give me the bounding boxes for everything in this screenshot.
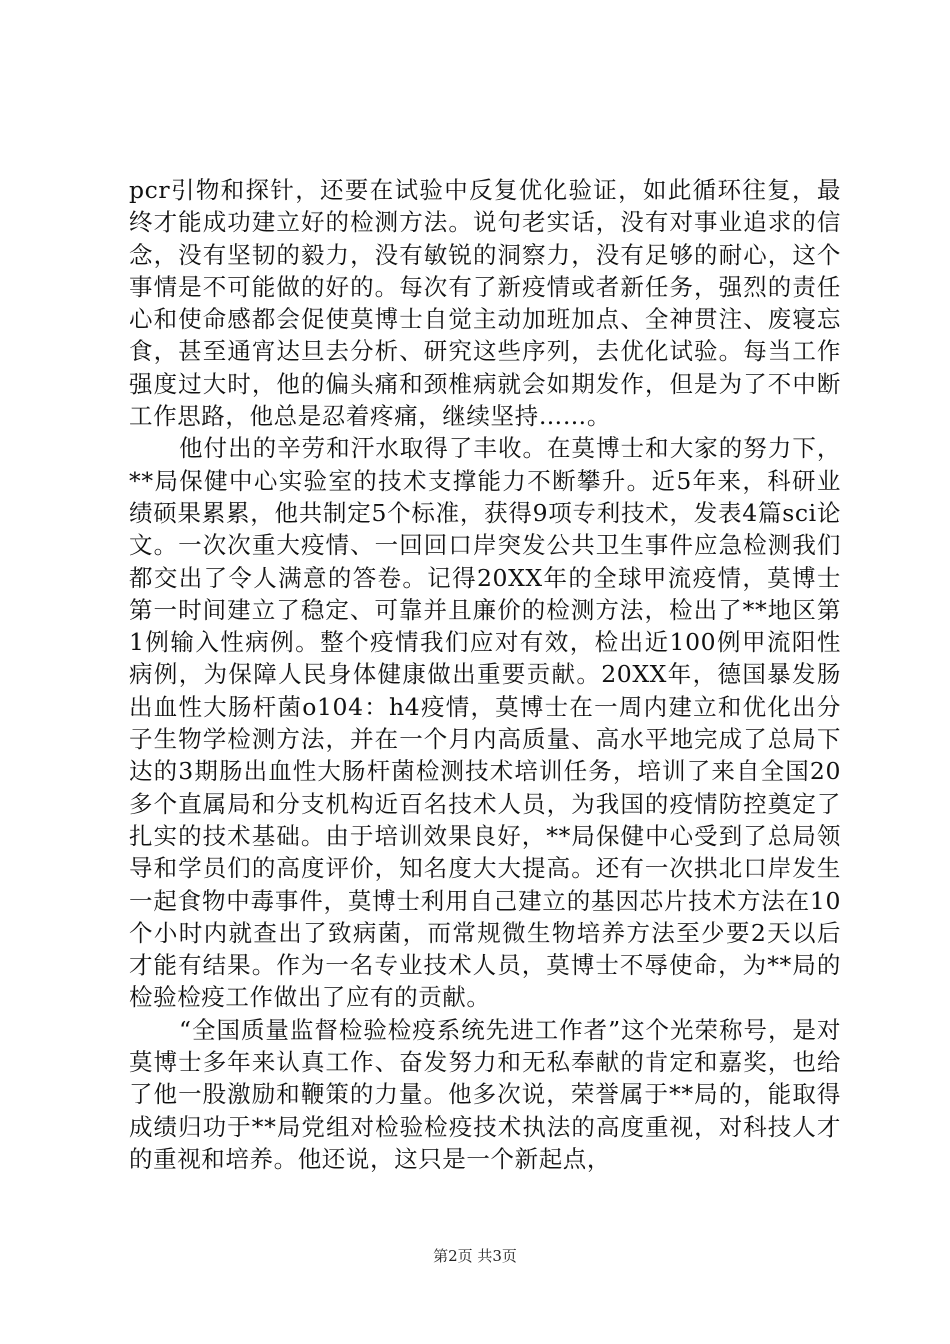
paragraph-1: pcr引物和探针，还要在试验中反复优化验证，如此循环往复，最终才能成功建立好的检测方法。说句老实话，没有对事业追求的信念，没有坚韧的毅力，没有敏锐的洞察力，没有足够的耐心，这个事情是不可能做的好的。每次有了新疫情或者新任务，强烈的责任心和使命感都会促使莫博士自觉主动加班加点、全神贯注、废寝忘食，甚至通宵达旦去分析、研究这些序列，去优化试验。每当工作强度过大时，他的偏头痛和颈椎病就会如期发作，但是为了不中断工作思路，他总是忍着疼痛，继续坚持……。 <box>129 176 841 431</box>
page-number-footer: 第2页 共3页 <box>433 1247 517 1265</box>
document-body <box>129 174 841 1175</box>
paragraph-2: 他付出的辛劳和汗水取得了丰收。在莫博士和大家的努力下，**局保健中心实验室的技术支撑能力不断攀升。近5年来，科研业绩硕果累累，他共制定5个标准，获得9项专利技术，发表4篇sci论文。一次次重大疫情、一回回口岸突发公共卫生事件应急检测我们都交出了令人满意的答卷。记得20XX年的全球甲流疫情，莫博士第一时间建立了稳定、可靠并且廉价的检测方法，检出了**地区第1例输入性病例。整个疫情我们应对有效，检出近100例甲流阳性病例，为保障人民身体健康做出重要贡献。20XX年，德国暴发肠出血性大肠杆菌o104：h4疫情，莫博士在一周内建立和优化出分子生物学检测方法，并在一个月内高质量、高水平地完成了总局下达的3期肠出血性大肠杆菌检测技术培训任务，培训了来自全国20多个直属局和分支机构近百名技术人员，为我国的疫情防控奠定了扎实的技术基础。由于培训效果良好，**局保健中心受到了总局领导和学员们的高度评价，知名度大大提高。还有一次拱北口岸发生一起食物中毒事件，莫博士利用自己建立的基因芯片技术方法在10个小时内就查出了致病菌，而常规微生物培养方法至少要2天以后才能有结果。作为一名专业技术人员，莫博士不辱使命，为**局的检验检疫工作做出了应有的贡献。 <box>129 434 841 1012</box>
paragraph-3: “全国质量监督检验检疫系统先进工作者”这个光荣称号，是对莫博士多年来认真工作、奋发努力和无私奉献的肯定和嘉奖，也给了他一股激励和鞭策的力量。他多次说，荣誉属于**局的，能取得成绩归功于**局党组对检验检疫技术执法的高度重视，对科技人才的重视和培养。他还说，这只是一个新起点， <box>129 1015 841 1173</box>
